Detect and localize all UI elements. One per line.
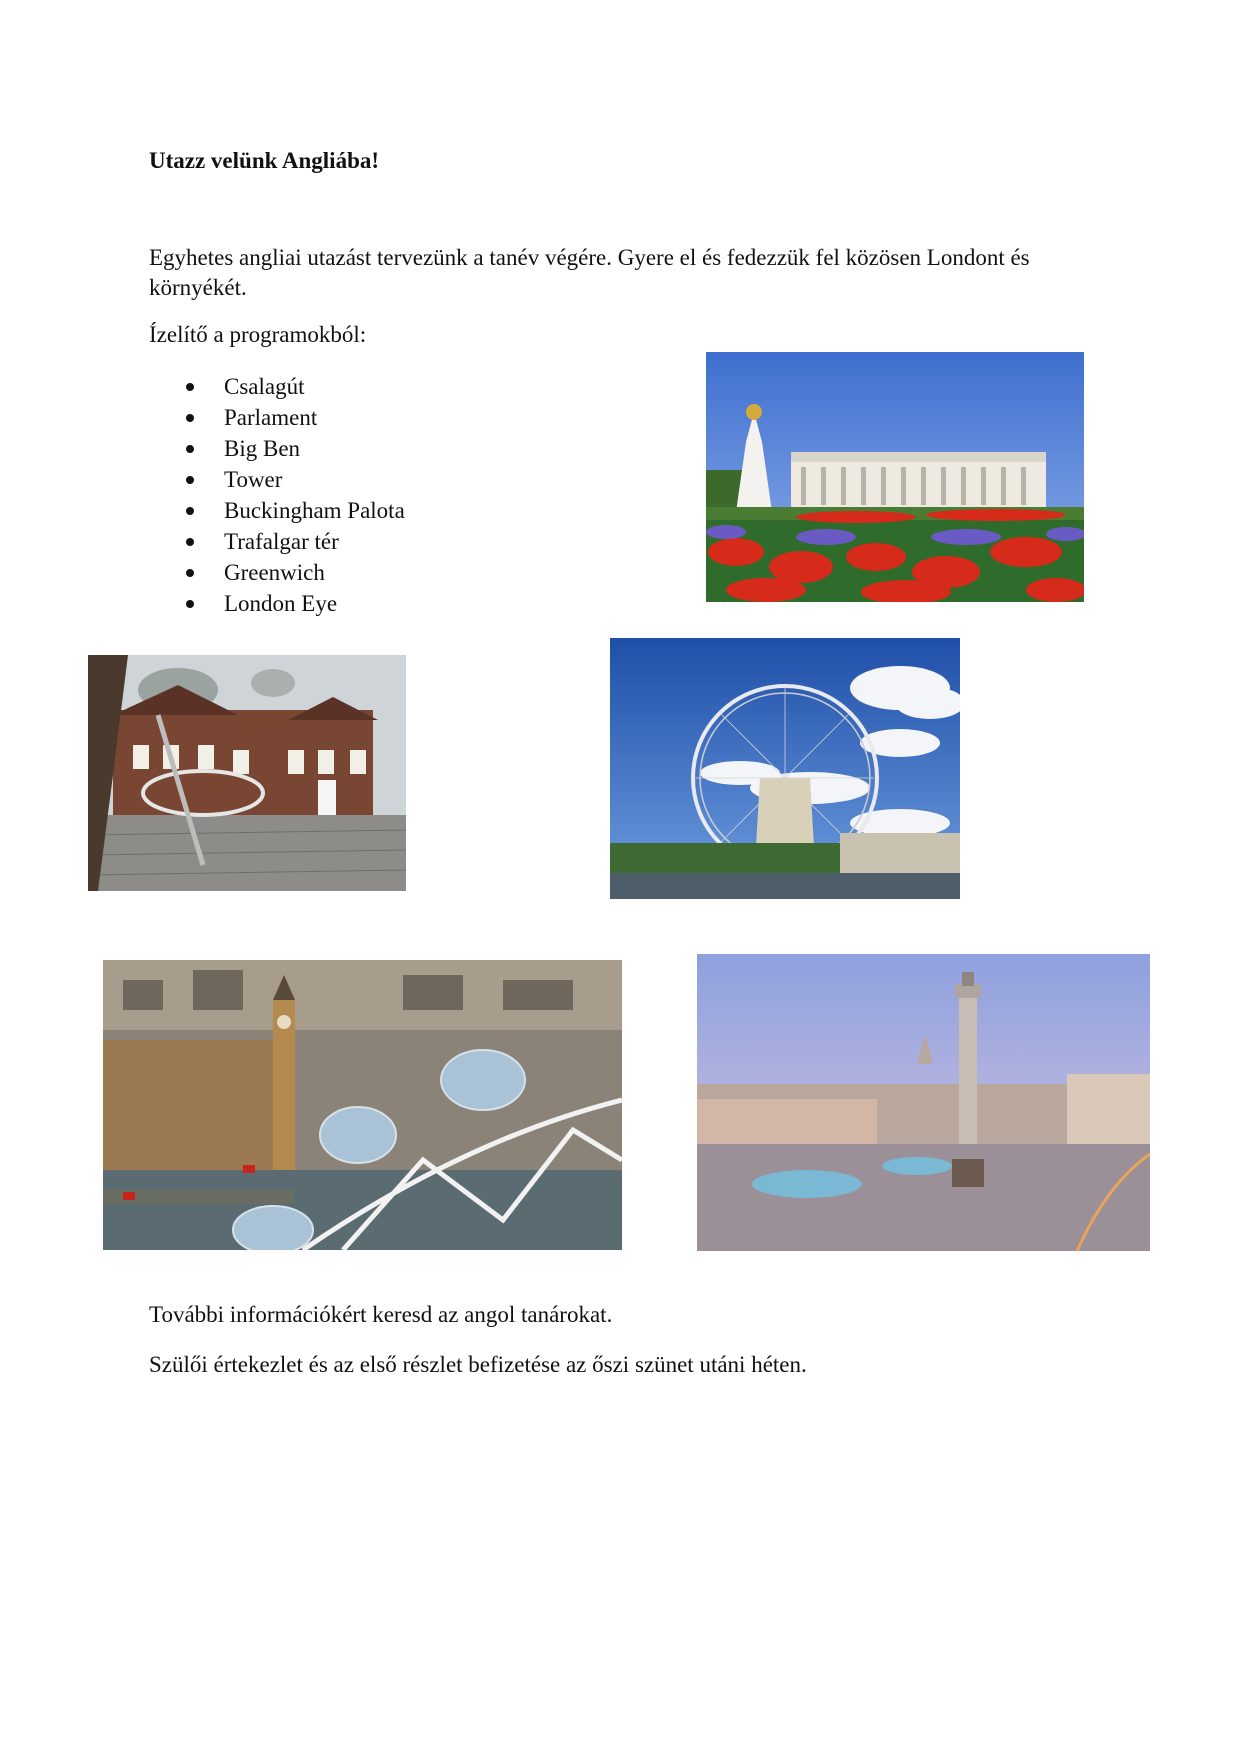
greenwich-observatory-photo xyxy=(88,655,406,891)
page-title: Utazz velünk Angliába! xyxy=(149,148,380,173)
list-item: Big Ben xyxy=(186,433,405,464)
list-item: Buckingham Palota xyxy=(186,495,405,526)
intro-paragraph: Egyhetes angliai utazást tervezünk a tanév végére. Gyere el és fedezzük fel közösen Londont és környékét. xyxy=(149,245,1030,300)
bullet-icon xyxy=(186,507,194,515)
london-eye-photo xyxy=(610,638,960,899)
bullet-icon xyxy=(186,383,194,391)
buckingham-palace-photo xyxy=(706,352,1084,602)
bullet-icon xyxy=(186,476,194,484)
list-item: Tower xyxy=(186,464,405,495)
big-ben-aerial-photo xyxy=(103,960,622,1250)
list-item: Trafalgar tér xyxy=(186,526,405,557)
list-item: Greenwich xyxy=(186,557,405,588)
bullet-icon xyxy=(186,445,194,453)
list-item: London Eye xyxy=(186,588,405,619)
meeting-paragraph: Szülői értekezlet és az első részlet befizetése az őszi szünet utáni héten. xyxy=(149,1352,807,1377)
trafalgar-square-photo xyxy=(697,954,1150,1251)
bullet-icon xyxy=(186,600,194,608)
bullet-icon xyxy=(186,538,194,546)
program-list xyxy=(186,371,405,619)
info-paragraph: További információkért keresd az angol tanárokat. xyxy=(149,1302,613,1327)
programs-heading: Ízelítő a programokból: xyxy=(149,322,367,347)
list-item: Parlament xyxy=(186,402,405,433)
list-item: Csalagút xyxy=(186,371,405,402)
bullet-icon xyxy=(186,414,194,422)
bullet-icon xyxy=(186,569,194,577)
